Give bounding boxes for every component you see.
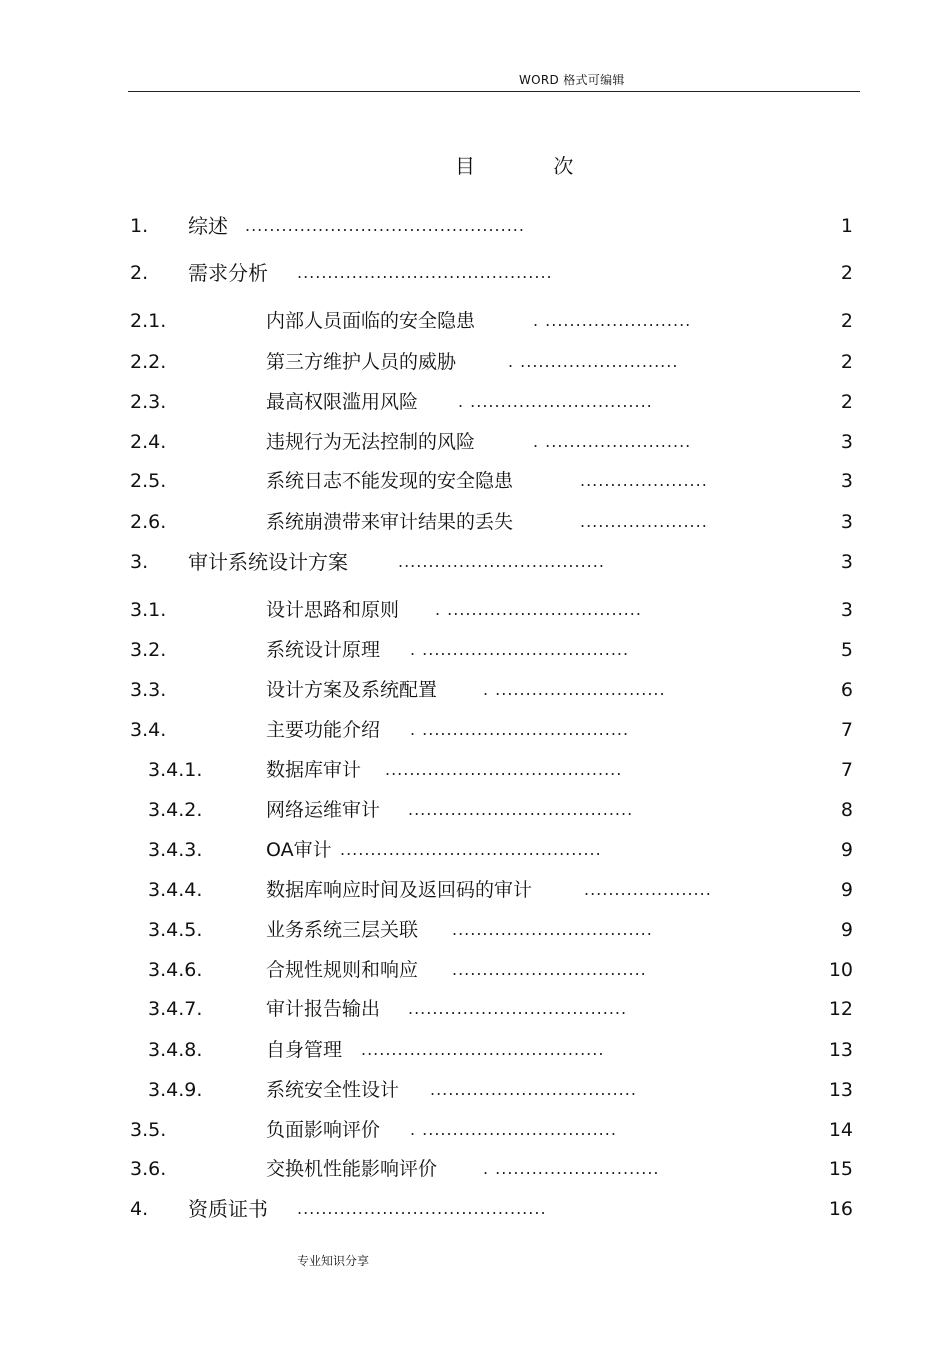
toc-entry-label: 合规性规则和响应: [266, 959, 419, 981]
toc-entry-label: 负面影响评价: [266, 1119, 381, 1141]
toc-entry-number: 4.: [130, 1198, 149, 1220]
toc-entry[interactable]: [0, 307, 950, 335]
toc-entry-number: 3.2.: [130, 639, 167, 661]
toc-entry-page-number: 3: [840, 551, 853, 573]
toc-entry-page-number: 2: [840, 262, 853, 284]
toc-entry-leader-dots: .................................: [452, 920, 653, 939]
toc-entry-page-number: 9: [840, 839, 853, 861]
toc-entry-page-number: 9: [840, 919, 853, 941]
toc-entry-page-number: 14: [828, 1119, 853, 1141]
toc-entry-number: 3.4.6.: [148, 959, 203, 981]
toc-entry[interactable]: [0, 876, 950, 904]
toc-entry-leader-dots: ........................................: [361, 1040, 605, 1059]
toc-entry-label: 违规行为无法控制的风险: [266, 431, 476, 453]
toc-entry-label: 交换机性能影响评价: [266, 1158, 438, 1180]
toc-entry-number: 3.4.3.: [148, 839, 203, 861]
toc-entry-leader-dots: . ..............................: [458, 392, 653, 411]
toc-entry-label: 资质证书: [188, 1197, 268, 1221]
toc-entry[interactable]: [0, 467, 950, 495]
toc-entry-label: 设计思路和原则: [266, 599, 400, 621]
toc-entry-leader-dots: . ........................: [533, 311, 692, 330]
toc-entry[interactable]: [0, 212, 950, 240]
toc-entry-page-number: 15: [828, 1158, 853, 1180]
toc-entry-leader-dots: . ..................................: [410, 720, 630, 739]
toc-entry-page-number: 1: [840, 215, 853, 237]
toc-entry[interactable]: [0, 259, 950, 287]
toc-entry-leader-dots: . ................................: [410, 1120, 617, 1139]
toc-entry[interactable]: [0, 1116, 950, 1144]
toc-entry-number: 2.5.: [130, 470, 167, 492]
toc-entry-page-number: 7: [840, 759, 853, 781]
toc-entry-page-number: 13: [828, 1039, 853, 1061]
toc-entry-number: 2.1.: [130, 310, 167, 332]
page-header: WORD 格式可编辑: [519, 73, 625, 87]
toc-entry[interactable]: [0, 676, 950, 704]
toc-entry-leader-dots: ..........................................: [297, 263, 553, 282]
toc-entry-label: 系统日志不能发现的安全隐患: [266, 470, 514, 492]
toc-entry-page-number: 16: [828, 1198, 853, 1220]
toc-entry-number: 3.4.4.: [148, 879, 203, 901]
toc-entry[interactable]: [0, 716, 950, 744]
toc-entry-leader-dots: ..............................................: [245, 216, 525, 235]
toc-entry-page-number: 3: [840, 431, 853, 453]
toc-entry-leader-dots: .........................................: [297, 1199, 547, 1218]
toc-entry-page-number: 6: [840, 679, 853, 701]
toc-entry[interactable]: [0, 995, 950, 1023]
toc-entry-label: 第三方维护人员的威胁: [266, 351, 457, 373]
toc-entry-number: 3.1.: [130, 599, 167, 621]
toc-entry[interactable]: [0, 796, 950, 824]
toc-entry-page-number: 3: [840, 511, 853, 533]
toc-entry-number: 1.: [130, 215, 149, 237]
toc-entry-number: 3.4.: [130, 719, 167, 741]
toc-entry-number: 3.4.9.: [148, 1079, 203, 1101]
toc-entry-leader-dots: .....................................: [408, 800, 634, 819]
toc-entry[interactable]: [0, 636, 950, 664]
toc-entry-number: 3.4.1.: [148, 759, 203, 781]
toc-entry-number: 3.3.: [130, 679, 167, 701]
toc-entry-label: 综述: [188, 214, 228, 238]
toc-entry-page-number: 9: [840, 879, 853, 901]
toc-entry-number: 2.3.: [130, 391, 167, 413]
toc-title: 目 次: [455, 154, 610, 178]
toc-entry-number: 2.4.: [130, 431, 167, 453]
toc-entry[interactable]: [0, 916, 950, 944]
toc-entry-number: 3.4.2.: [148, 799, 203, 821]
toc-entry-label: 网络运维审计: [266, 799, 381, 821]
toc-entry[interactable]: [0, 836, 950, 864]
toc-entry-number: 2.6.: [130, 511, 167, 533]
toc-entry[interactable]: [0, 1155, 950, 1183]
toc-entry[interactable]: [0, 1036, 950, 1064]
toc-entry-label: 数据库响应时间及返回码的审计: [266, 879, 533, 901]
toc-entry-leader-dots: ..................................: [430, 1080, 637, 1099]
toc-entry[interactable]: [0, 596, 950, 624]
toc-entry-leader-dots: . ................................: [435, 600, 642, 619]
toc-entry-label: 设计方案及系统配置: [266, 679, 438, 701]
toc-entry-page-number: 12: [828, 998, 853, 1020]
toc-entry-leader-dots: .....................: [580, 471, 708, 490]
toc-entry-leader-dots: . ........................: [533, 432, 692, 451]
toc-entry-number: 3.4.8.: [148, 1039, 203, 1061]
toc-entry-leader-dots: . ..................................: [410, 640, 630, 659]
toc-entry-label: 审计报告输出: [266, 998, 381, 1020]
toc-entry-leader-dots: ...........................................: [340, 840, 602, 859]
toc-entry-leader-dots: .....................: [580, 512, 708, 531]
toc-entry-label: 最高权限滥用风险: [266, 391, 419, 413]
toc-entry[interactable]: [0, 548, 950, 576]
toc-entry[interactable]: [0, 348, 950, 376]
toc-entry[interactable]: [0, 756, 950, 784]
toc-entry-label: 系统崩溃带来审计结果的丢失: [266, 511, 514, 533]
toc-entry-page-number: 10: [828, 959, 853, 981]
toc-entry-number: 3.4.5.: [148, 919, 203, 941]
toc-entry-leader-dots: ..................................: [398, 552, 605, 571]
toc-entry-label: 审计系统设计方案: [188, 550, 348, 574]
toc-entry-leader-dots: .......................................: [385, 760, 623, 779]
toc-entry-page-number: 2: [840, 391, 853, 413]
toc-entry-leader-dots: . ...........................: [483, 1159, 660, 1178]
toc-entry[interactable]: [0, 1195, 950, 1223]
toc-entry-page-number: 3: [840, 470, 853, 492]
toc-entry-leader-dots: . ............................: [483, 680, 666, 699]
toc-entry-label: 需求分析: [188, 261, 268, 285]
toc-entry-leader-dots: .....................: [584, 880, 712, 899]
toc-entry-page-number: 13: [828, 1079, 853, 1101]
toc-entry[interactable]: [0, 508, 950, 536]
toc-entry-label: 系统安全性设计: [266, 1079, 400, 1101]
toc-entry-label: 系统设计原理: [266, 639, 381, 661]
toc-entry-page-number: 7: [840, 719, 853, 741]
toc-entry[interactable]: [0, 956, 950, 984]
toc-entry-label: 自身管理: [266, 1039, 343, 1061]
toc-entry[interactable]: [0, 1076, 950, 1104]
toc-entry-number: 3.4.7.: [148, 998, 203, 1020]
toc-entry-number: 3.5.: [130, 1119, 167, 1141]
toc-entry-label: 内部人员面临的安全隐患: [266, 310, 476, 332]
toc-entry-number: 3.: [130, 551, 149, 573]
toc-entry-label: OA审计: [266, 839, 332, 861]
toc-entry-leader-dots: ................................: [452, 960, 647, 979]
toc-entry-number: 3.6.: [130, 1158, 167, 1180]
toc-entry-page-number: 8: [840, 799, 853, 821]
toc-entry-number: 2.: [130, 262, 149, 284]
page-footer: 专业知识分享: [297, 1254, 370, 1268]
toc-entry-leader-dots: . ..........................: [508, 352, 679, 371]
toc-entry-label: 主要功能介绍: [266, 719, 381, 741]
toc-entry-number: 2.2.: [130, 351, 167, 373]
toc-entry-page-number: 3: [840, 599, 853, 621]
toc-entry-page-number: 5: [840, 639, 853, 661]
toc-entry-label: 数据库审计: [266, 759, 362, 781]
toc-entry-page-number: 2: [840, 310, 853, 332]
toc-entry-label: 业务系统三层关联: [266, 919, 419, 941]
toc-entry[interactable]: [0, 428, 950, 456]
toc-entry[interactable]: [0, 388, 950, 416]
toc-entry-leader-dots: ....................................: [408, 999, 628, 1018]
toc-entry-page-number: 2: [840, 351, 853, 373]
